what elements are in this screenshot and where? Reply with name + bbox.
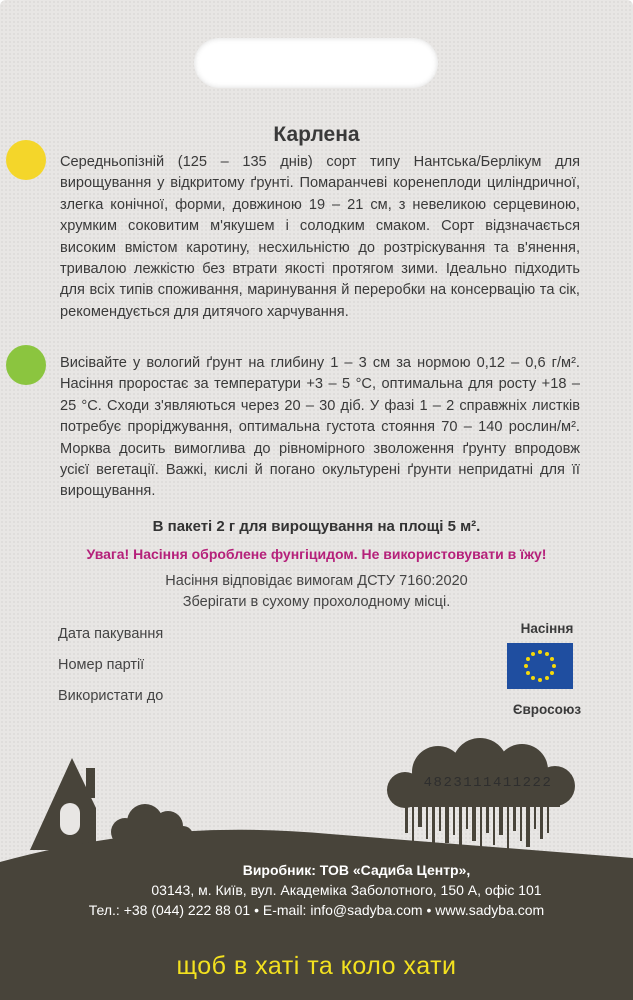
brand-slogan: щоб в хаті та коло хати (176, 952, 457, 980)
batch-number-label: Номер партії (58, 657, 145, 673)
house-icon (30, 758, 96, 850)
producer-contacts: Тел.: +38 (044) 222 88 01 • E-mail: info@sadyba.com • www.sadyba.com (88, 902, 545, 918)
use-by-label: Використати до (58, 688, 164, 704)
storage-text: Зберігати в сухому прохолодному місці. (182, 594, 451, 610)
footer (0, 860, 633, 920)
product-title: Карлена (273, 123, 360, 146)
product-description: Середньопізній (125 – 135 днів) сорт типу Нантська/Берлікум для вирощування у відкритому ґрунті. Помаранчеві коренеплоди циліндричної, злегка конічної, форми, довжиною 19 – 21 см, з невеликою серцевиною, хрумким соковитим м'якушем і солодким смаком. Сорт відзначається високим вмістом каротину, несхильністю до розтріскування та в'янення, тривалою лежкістю без втрати якості протягом зими. Ідеально підходить для всіх типів споживання, маринування й переробки на консервацію та сік, рекомендується для дитячого харчування. (60, 154, 580, 320)
barcode-number: 4823111411222 (423, 775, 553, 791)
pack-date-label: Дата пакування (58, 626, 164, 642)
fungicide-warning: Увага! Насіння оброблене фунгіцидом. Не використовувати в їжу! (86, 546, 547, 562)
eu-union-label: Євросоюз (512, 702, 582, 717)
packet-info: В пакеті 2 г для вирощування на площі 5 м². (152, 518, 481, 535)
producer-name: Виробник: ТОВ «Садиба Центр», (242, 862, 471, 878)
cloud-icon (387, 738, 575, 808)
eu-seeds-label: Насіння (520, 621, 574, 636)
producer-address: 03143, м. Київ, вул. Академіка Заболотного, 150 А, офіс 101 (151, 882, 542, 898)
standard-text: Насіння відповідає вимогам ДСТУ 7160:2020 (165, 573, 468, 589)
sowing-instructions: Висівайте у вологий ґрунт на глибину 1 – 3 см за нормою 0,12 – 0,6 г/м². Насіння проростає за температури +3 – 5 °С, оптимальна для росту +18 – 25 °С. Сходи з'являються через 20 – 30 діб. У фазі 1 – 2 справжніх листків потребує проріджування, оптимальна густота стояння 70 – 140 рослин/м². Морква досить вимоглива до рівномірного зволоження ґрунту впродовж усієї вегетації. Важкі, кислі й погано окультурені ґрунти непридатні для її вирощування. (60, 355, 580, 500)
house-window (60, 803, 80, 835)
